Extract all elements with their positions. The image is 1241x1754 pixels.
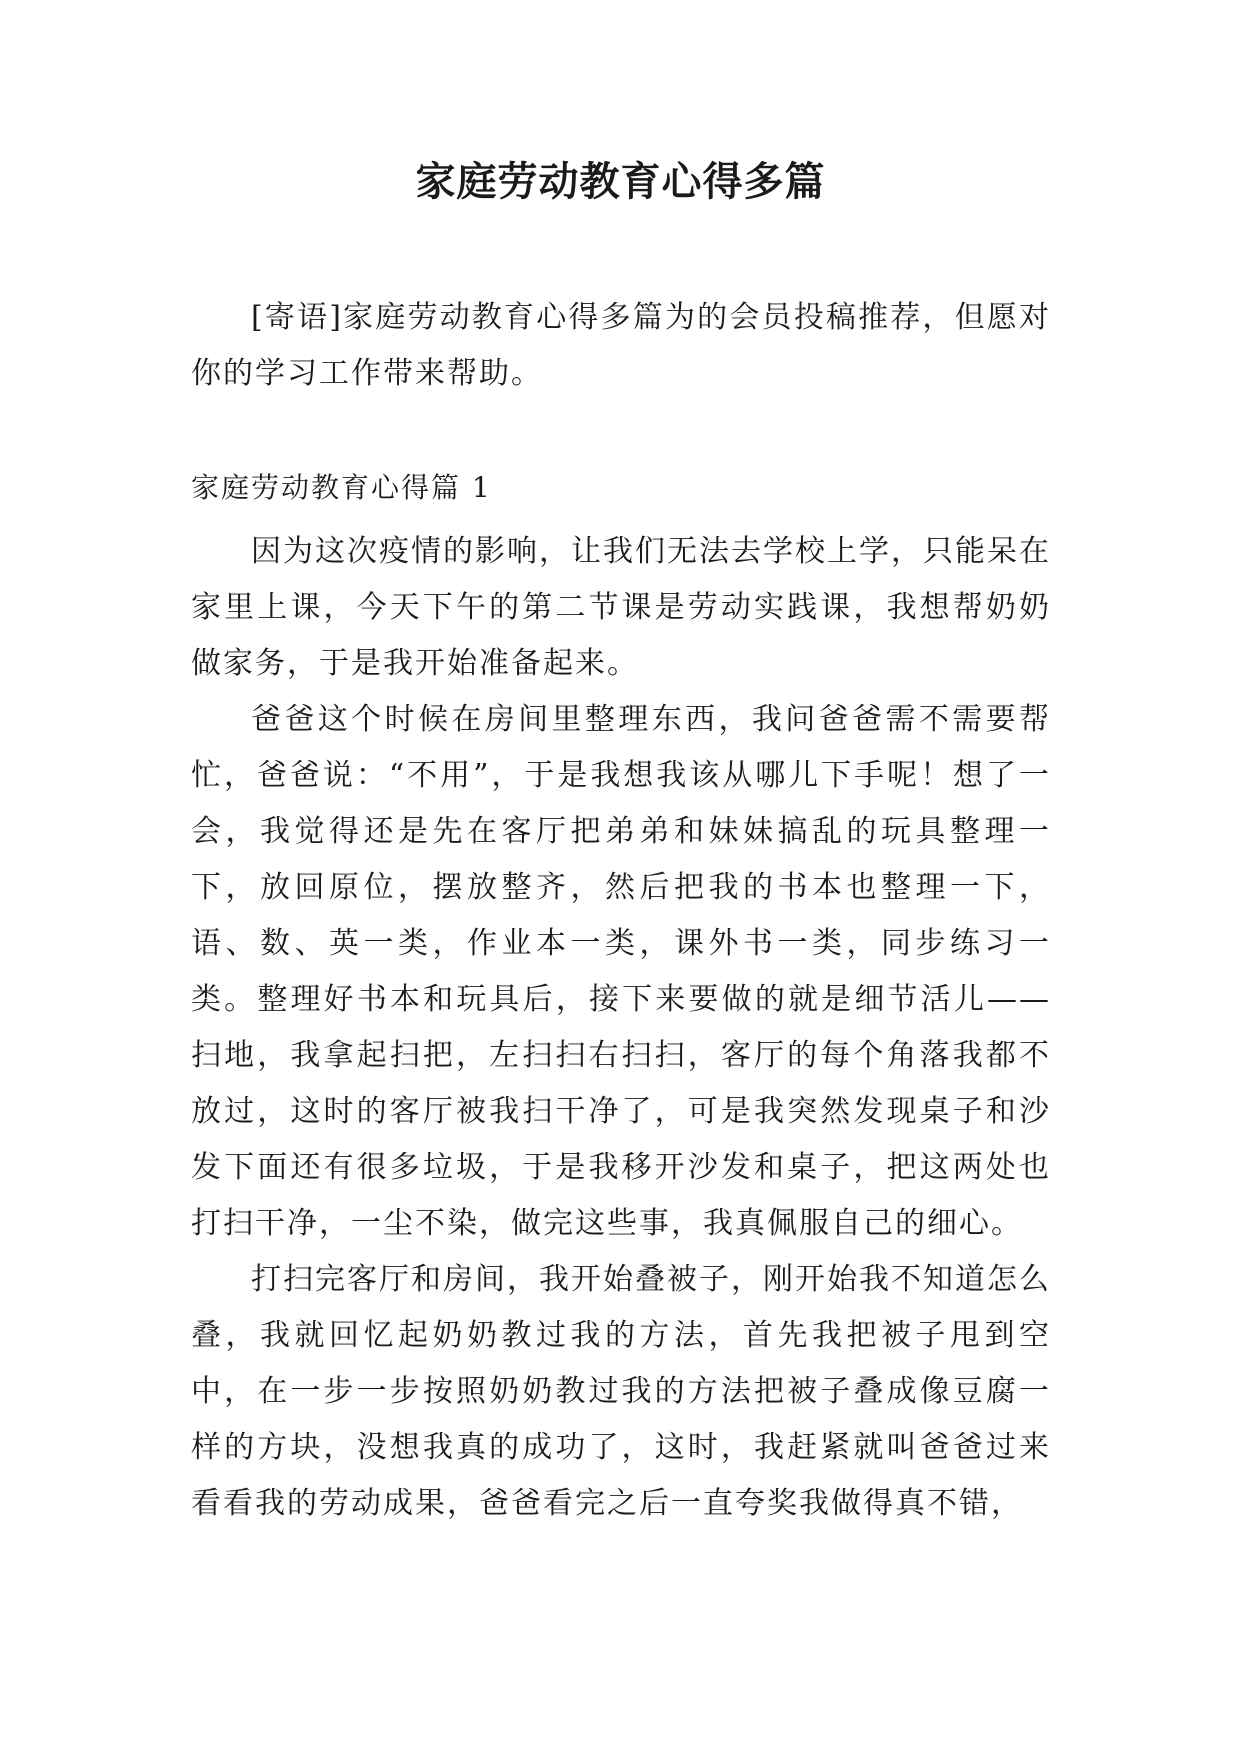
article-body [191,524,1051,1532]
body-paragraph: 爸爸这个时候在房间里整理东西，我问爸爸需不需要帮忙，爸爸说：“不用”，于是我想我该从哪儿下手呢！想了一会，我觉得还是先在客厅把弟弟和妹妹搞乱的玩具整理一下，放回原位，摆放整齐，然后把我的书本也整理一下，语、数、英一类，作业本一类，课外书一类，同步练习一类。整理好书本和玩具后，接下来要做的就是细节活儿——扫地，我拿起扫把，左扫扫右扫扫，客厅的每个角落我都不放过，这时的客厅被我扫干净了，可是我突然发现桌子和沙发下面还有很多垃圾，于是我移开沙发和桌子，把这两处也打扫干净，一尘不染，做完这些事，我真佩服自己的细心。 [191,702,1051,1241]
document-title: 家庭劳动教育心得多篇 [415,159,826,205]
body-paragraph: 因为这次疫情的影响，让我们无法去学校上学，只能呆在家里上课，今天下午的第二节课是劳动实践课，我想帮奶奶做家务，于是我开始准备起来。 [191,534,1051,681]
section-heading: 家庭劳动教育心得篇 1 [191,471,492,504]
intro-paragraph: [寄语]家庭劳动教育心得多篇为的会员投稿推荐，但愿对你的学习工作带来帮助。 [191,300,1051,391]
intro-block [191,290,1051,402]
body-paragraph: 打扫完客厅和房间，我开始叠被子，刚开始我不知道怎么叠，我就回忆起奶奶教过我的方法，首先我把被子甩到空中，在一步一步按照奶奶教过我的方法把被子叠成像豆腐一样的方块，没想我真的成功了，这时，我赶紧就叫爸爸过来看看我的劳动成果，爸爸看完之后一直夸奖我做得真不错， [191,1262,1051,1521]
